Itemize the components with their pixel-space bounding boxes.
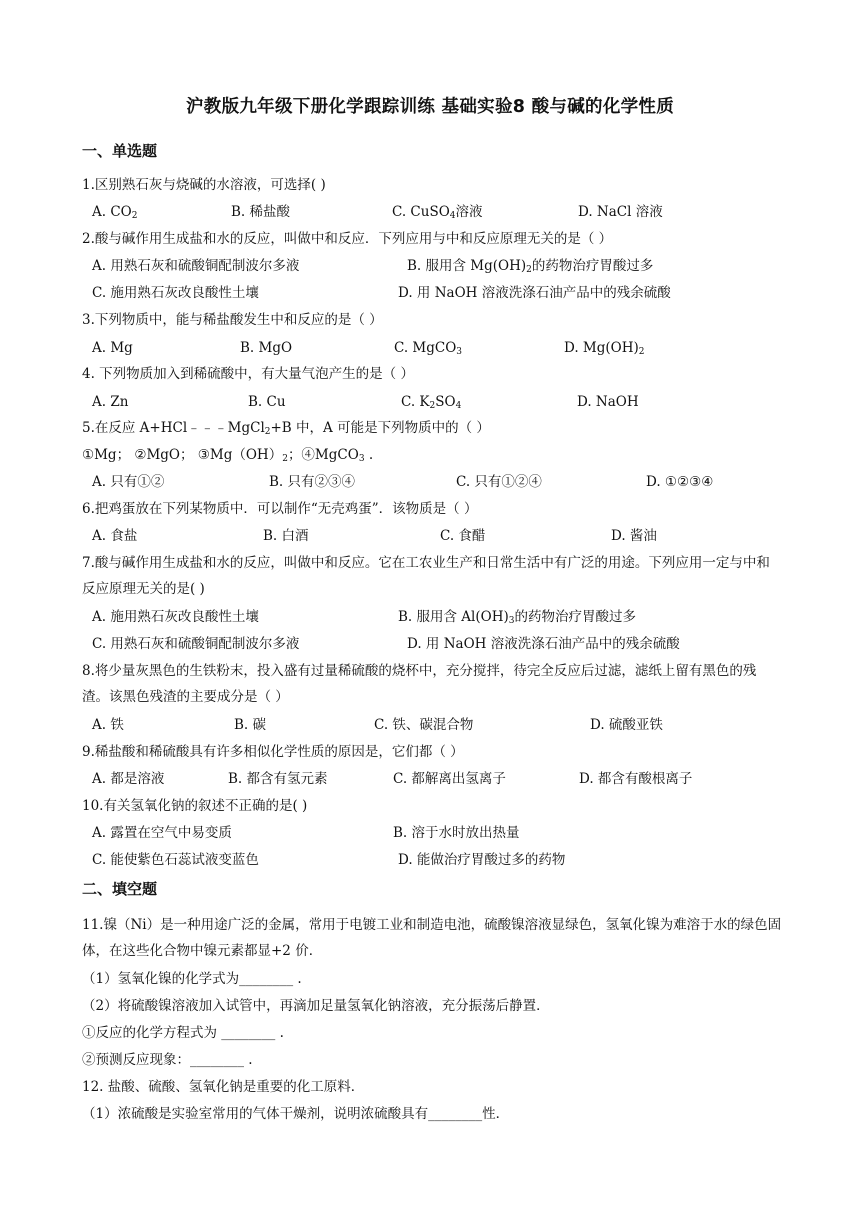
- question-11-stem: 11.镍（Ni）是一种用途广泛的金属，常用于电镀工业和制造电池，硫酸镍溶液显绿色，氢氧化镍为难溶于水的绿色固体，在这些化合物中镍元素都显+2 价．: [82, 917, 782, 959]
- question-1-option-b: B. 稀盐酸: [231, 204, 291, 220]
- question-9-option-c: C. 都解离出氢离子: [393, 771, 506, 787]
- question-2-option-a: A. 用熟石灰和硫酸铜配制波尔多液: [92, 258, 300, 274]
- question-12-stem: 12. 盐酸、硫酸、氢氧化钠是重要的化工原料．: [82, 1079, 365, 1095]
- section-heading-fill-in: 二、填空题: [82, 880, 158, 898]
- question-7-option-a: A. 施用熟石灰改良酸性土壤: [92, 609, 259, 625]
- question-3-stem: 3.下列物质中，能与稀盐酸发生中和反应的是（ ）: [82, 312, 383, 328]
- question-10-option-b: B. 溶于水时放出热量: [393, 825, 520, 841]
- question-7-option-c: C. 用熟石灰和硫酸铜配制波尔多液: [92, 636, 300, 652]
- question-4-option-d: D. NaOH: [577, 394, 639, 410]
- question-7-option-b: B. 服用含 $Al(OH)_3$的药物治疗胃酸过多: [398, 609, 636, 626]
- question-1-stem: 1.区别熟石灰与烧碱的水溶液，可选择( ): [82, 177, 326, 193]
- question-5-option-c: C. 只有①②④: [456, 474, 542, 490]
- question-11-part-2-phenomenon: ②预测反应现象：________ .: [82, 1052, 253, 1068]
- question-1-option-a: A. $CO_2$: [92, 204, 138, 221]
- question-8-stem: 8.将少量灰黑色的生铁粉末，投入盛有过量稀硫酸的烧杯中，充分搅拌，待完全反应后过滤，滤纸上留有黑色的残渣。该黑色残渣的主要成分是（ ）: [82, 663, 757, 705]
- question-4-option-b: B. Cu: [248, 394, 286, 410]
- question-2-option-d: D. 用 NaOH 溶液洗涤石油产品中的残余硫酸: [398, 285, 671, 301]
- section-heading-single-choice: 一、单选题: [82, 142, 158, 160]
- question-4-stem: 4. 下列物质加入到稀硫酸中，有大量气泡产生的是（ ）: [82, 366, 414, 382]
- question-2-stem: 2.酸与碱作用生成盐和水的反应，叫做中和反应．下列应用与中和反应原理无关的是（ ）: [82, 231, 613, 247]
- question-4-option-c: C. $K_2SO_4$: [401, 394, 462, 411]
- answer-blank[interactable]: ________: [221, 1025, 276, 1041]
- question-8-option-d: D. 硫酸亚铁: [590, 717, 663, 733]
- answer-blank[interactable]: ________: [239, 971, 294, 987]
- question-9-option-b: B. 都含有氢元素: [228, 771, 328, 787]
- question-10-option-a: A. 露置在空气中易变质: [92, 825, 232, 841]
- page-title: 沪教版九年级下册化学跟踪训练 基础实验8 酸与碱的化学性质: [185, 97, 675, 117]
- question-12-part-1: （1）浓硫酸是实验室常用的气体干燥剂，说明浓硫酸具有________性．: [82, 1106, 510, 1122]
- question-11-part-1: （1）氢氧化镍的化学式为________ .: [82, 971, 302, 987]
- answer-blank[interactable]: ________: [428, 1106, 483, 1122]
- question-7-option-d: D. 用 NaOH 溶液洗涤石油产品中的残余硫酸: [407, 636, 680, 652]
- question-8-option-c: C. 铁、碳混合物: [374, 717, 474, 733]
- question-9-stem: 9.稀盐酸和稀硫酸具有许多相似化学性质的原因是，它们都（ ）: [82, 744, 464, 760]
- question-11-part-2-equation: ①反应的化学方程式为 ________ .: [82, 1025, 284, 1041]
- question-5-choices-list: ①Mg； ②MgO； $③Mg(OH)_2$；④MgCO$_3$ .: [82, 447, 374, 464]
- question-5-stem: 5.在反应 A+HCl﹣﹣﹣MgCl$_2$+B 中，A 可能是下列物质中的（ ）: [82, 420, 490, 437]
- question-2-option-b: B. 服用含 $Mg(OH)_2$的药物治疗胃酸过多: [407, 258, 654, 275]
- question-1-option-c: C. CuSO$_4$溶液: [392, 204, 483, 221]
- question-3-option-c: C. MgCO$_3$: [394, 340, 463, 357]
- question-10-stem: 10.有关氢氧化钠的叙述不正确的是( ): [82, 798, 308, 814]
- question-10-option-c: C. 能使紫色石蕊试液变蓝色: [92, 852, 259, 868]
- question-9-option-d: D. 都含有酸根离子: [579, 771, 693, 787]
- answer-blank[interactable]: ________: [190, 1052, 244, 1068]
- question-7-stem: 7.酸与碱作用生成盐和水的反应，叫做中和反应。它在工农业生产和日常生活中有广泛的用途。下列应用一定与中和反应原理无关的是( ): [82, 555, 770, 597]
- question-11-part-2: （2）将硫酸镍溶液加入试管中，再滴加足量氢氧化钠溶液，充分振荡后静置．: [82, 998, 550, 1014]
- question-5-option-a: A. 只有①②: [92, 474, 165, 490]
- question-6-option-d: D. 酱油: [611, 528, 657, 544]
- question-10-option-d: D. 能做治疗胃酸过多的药物: [398, 852, 566, 868]
- question-5-option-b: B. 只有②③④: [269, 474, 356, 490]
- question-5-option-d: D. ①②③④: [646, 474, 714, 490]
- question-2-option-c: C. 施用熟石灰改良酸性土壤: [92, 285, 259, 301]
- question-8-option-b: B. 碳: [234, 717, 267, 733]
- question-6-option-b: B. 白酒: [263, 528, 309, 544]
- question-8-option-a: A. 铁: [92, 717, 124, 733]
- question-4-option-a: A. Zn: [92, 394, 129, 410]
- question-3-option-b: B. MgO: [240, 340, 293, 356]
- question-6-option-a: A. 食盐: [92, 528, 138, 544]
- question-3-option-a: A. Mg: [92, 340, 133, 356]
- question-6-stem: 6.把鸡蛋放在下列某物质中．可以制作“无壳鸡蛋”．该物质是（ ）: [82, 501, 478, 517]
- question-1-option-d: D. NaCl 溶液: [578, 204, 663, 220]
- question-6-option-c: C. 食醋: [440, 528, 486, 544]
- question-3-option-d: D. $Mg(OH)_2$: [564, 340, 645, 357]
- question-9-option-a: A. 都是溶液: [92, 771, 165, 787]
